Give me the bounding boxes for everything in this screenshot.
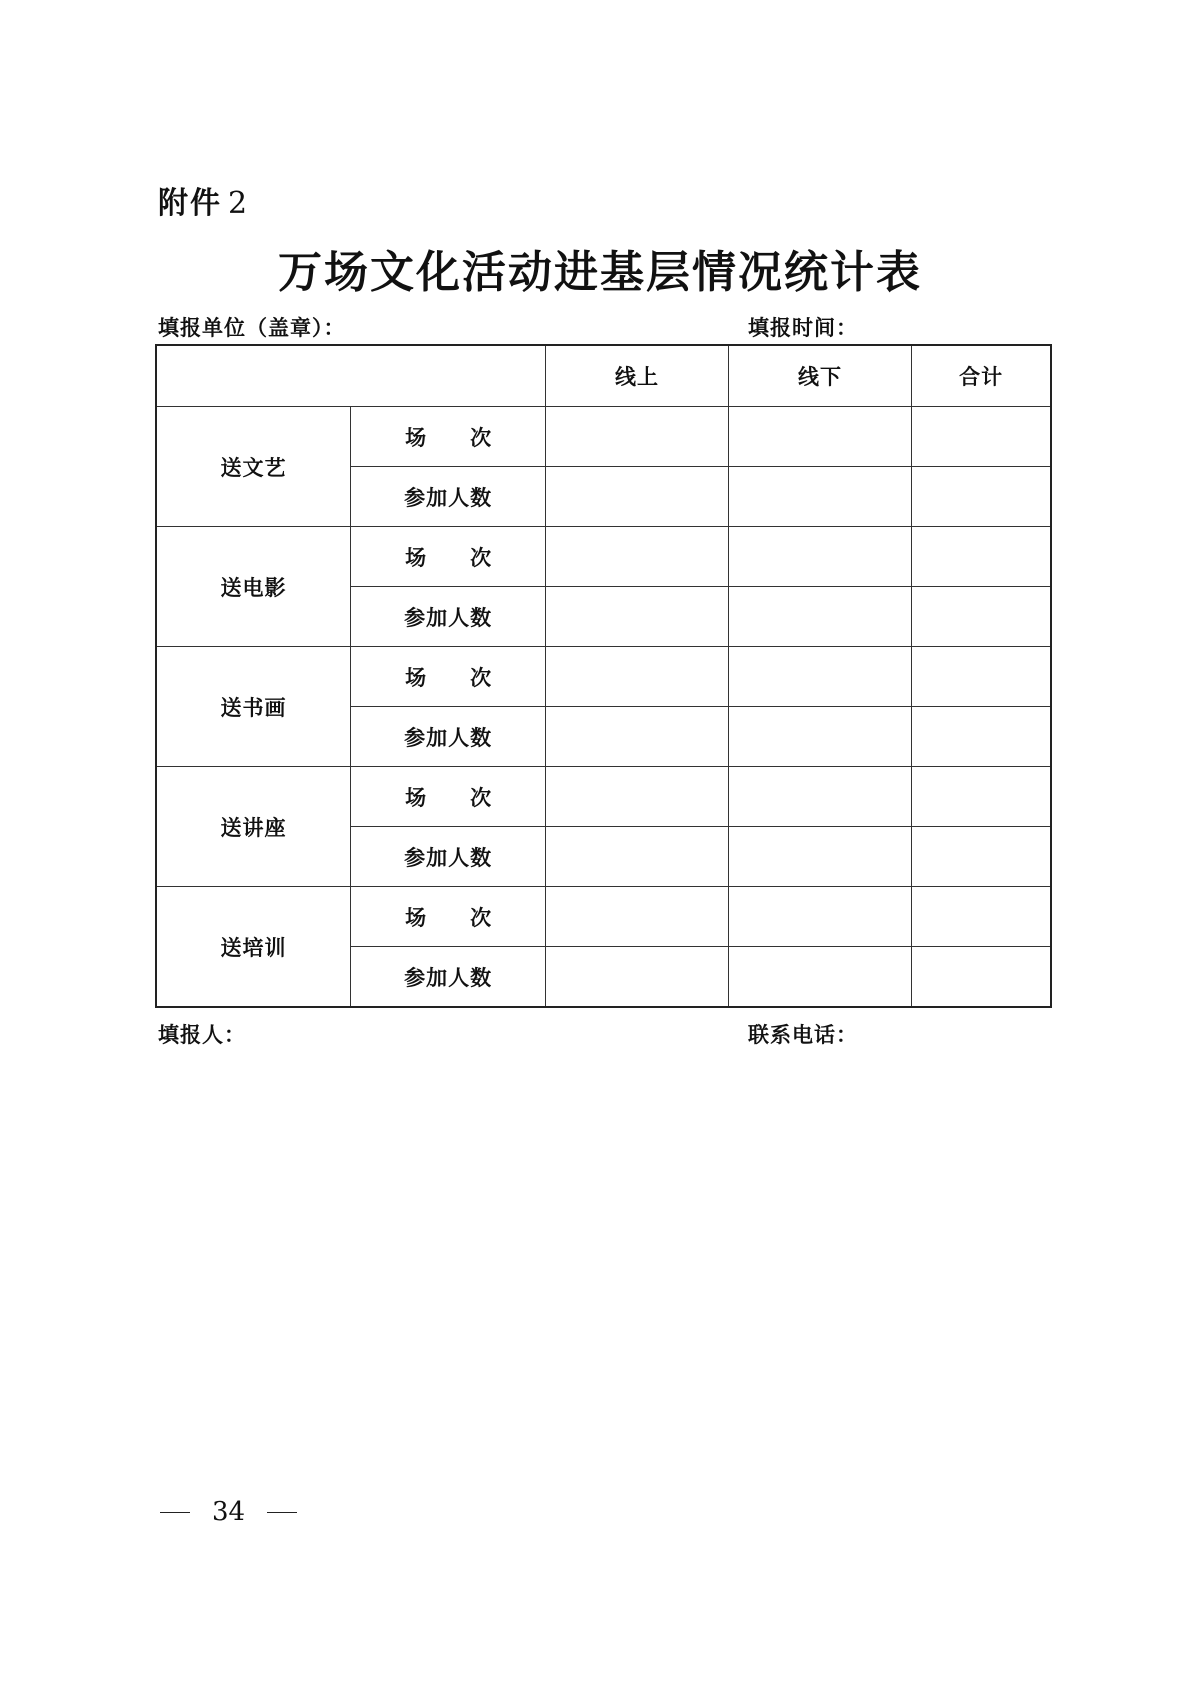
cell-offline[interactable]	[728, 947, 911, 1008]
category-cell: 送文艺	[156, 407, 350, 527]
cell-total[interactable]	[912, 587, 1051, 647]
cell-total[interactable]	[912, 467, 1051, 527]
page-number-value: 34	[212, 1497, 246, 1527]
page-number-dash-left	[160, 1512, 190, 1513]
cell-offline[interactable]	[728, 647, 911, 707]
cell-total[interactable]	[912, 647, 1051, 707]
cell-total[interactable]	[912, 707, 1051, 767]
item-sessions-char-1: 场	[405, 425, 427, 450]
cell-total[interactable]	[912, 947, 1051, 1008]
page-number-dash-right	[267, 1512, 297, 1513]
phone-label: 联系电话：	[748, 1023, 858, 1047]
cell-total[interactable]	[912, 887, 1051, 947]
item-sessions	[350, 527, 545, 587]
attachment-label	[158, 178, 249, 222]
cell-online[interactable]	[546, 407, 728, 467]
item-participants: 参加人数	[350, 467, 545, 527]
table-row	[156, 887, 1051, 947]
page-title: 万场文化活动进基层情况统计表	[278, 247, 922, 298]
cell-offline[interactable]	[728, 707, 911, 767]
table-row	[156, 407, 1051, 467]
cell-online[interactable]	[546, 587, 728, 647]
header-total: 合计	[912, 345, 1051, 407]
cell-offline[interactable]	[728, 767, 911, 827]
attachment-number: 2	[228, 186, 250, 221]
statistics-table	[155, 344, 1052, 1008]
table-row	[156, 767, 1051, 827]
cell-total[interactable]	[912, 527, 1051, 587]
cell-total[interactable]	[912, 767, 1051, 827]
item-sessions-char-1: 场	[405, 665, 427, 690]
attachment-text: 附件	[158, 186, 222, 221]
category-cell: 送电影	[156, 527, 350, 647]
item-participants: 参加人数	[350, 587, 545, 647]
item-participants: 参加人数	[350, 947, 545, 1008]
cell-total[interactable]	[912, 407, 1051, 467]
item-sessions-char-2: 次	[470, 545, 492, 570]
item-sessions-char-2: 次	[470, 665, 492, 690]
item-participants: 参加人数	[350, 827, 545, 887]
item-participants: 参加人数	[350, 707, 545, 767]
header-online: 线上	[546, 345, 728, 407]
item-sessions	[350, 407, 545, 467]
category-cell: 送讲座	[156, 767, 350, 887]
cell-online[interactable]	[546, 707, 728, 767]
reporting-time-label: 填报时间：	[748, 316, 858, 340]
item-sessions	[350, 767, 545, 827]
cell-offline[interactable]	[728, 587, 911, 647]
cell-online[interactable]	[546, 887, 728, 947]
cell-online[interactable]	[546, 647, 728, 707]
cell-offline[interactable]	[728, 827, 911, 887]
item-sessions-char-1: 场	[405, 545, 427, 570]
item-sessions-char-2: 次	[470, 905, 492, 930]
table-row	[156, 527, 1051, 587]
category-cell: 送书画	[156, 647, 350, 767]
cell-online[interactable]	[546, 947, 728, 1008]
item-sessions	[350, 647, 545, 707]
header-blank-cell	[156, 345, 546, 407]
table-row	[156, 647, 1051, 707]
table-header-row	[156, 345, 1051, 407]
item-sessions-char-1: 场	[405, 905, 427, 930]
cell-online[interactable]	[546, 767, 728, 827]
cell-offline[interactable]	[728, 527, 911, 587]
cell-offline[interactable]	[728, 467, 911, 527]
reporting-unit-label: 填报单位（盖章）：	[158, 316, 346, 340]
category-cell: 送培训	[156, 887, 350, 1008]
cell-online[interactable]	[546, 467, 728, 527]
item-sessions-char-2: 次	[470, 425, 492, 450]
cell-offline[interactable]	[728, 407, 911, 467]
header-offline: 线下	[728, 345, 911, 407]
item-sessions-char-1: 场	[405, 785, 427, 810]
cell-online[interactable]	[546, 527, 728, 587]
cell-total[interactable]	[912, 827, 1051, 887]
item-sessions	[350, 887, 545, 947]
cell-offline[interactable]	[728, 887, 911, 947]
cell-online[interactable]	[546, 827, 728, 887]
item-sessions-char-2: 次	[470, 785, 492, 810]
reporter-label: 填报人：	[158, 1023, 246, 1047]
page-number	[160, 1497, 297, 1527]
